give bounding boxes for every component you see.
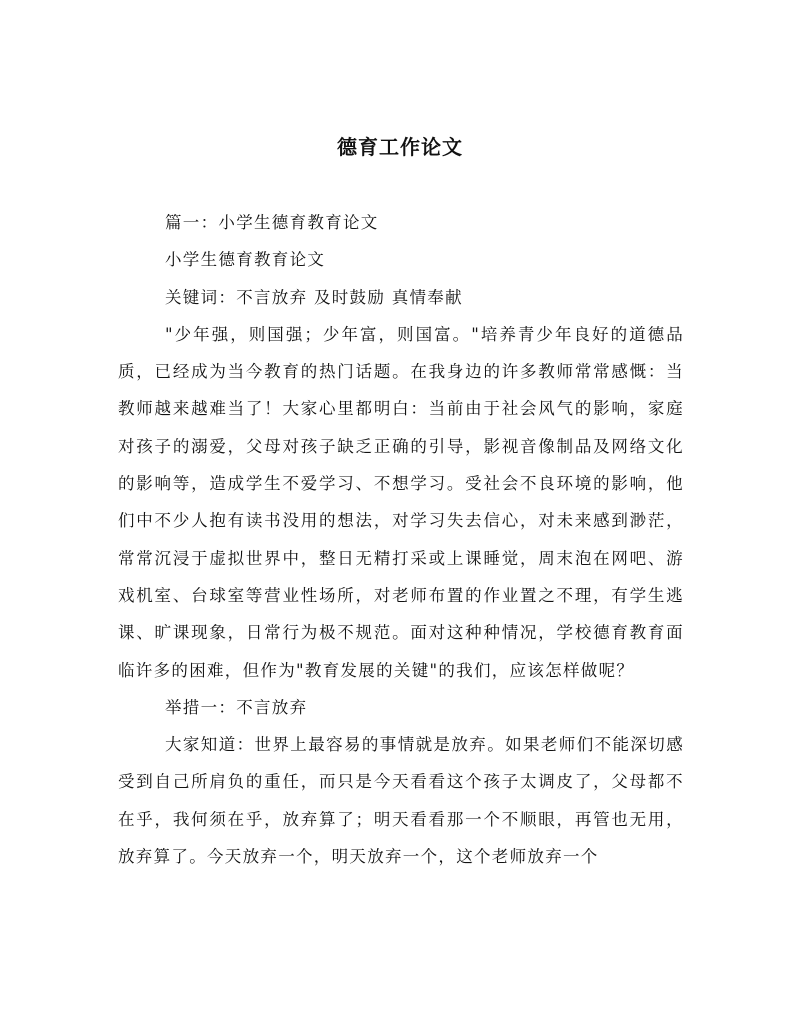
keywords-line: 关键词：不言放弃 及时鼓励 真情奉献 [165, 287, 463, 307]
paper-title: 小学生德育教育论文 [165, 250, 326, 270]
intro-paragraph: "少年强，则国强；少年富，则国富。"培养青少年良好的道德品质，已经成为当今教育的热门话题。在我身边的许多教师常常感慨：当教师越来越难当了！大家心里都明白：当前由于社会风气的影响，家庭对孩子的溺爱，父母对孩子缺乏正确的引导，影视音像制品及网络文化的影响等，造成学生不爱学习、不想学习。受社会不良环境的影响，他们中不少人抱有读书没用的想法，对学习失去信心，对未来感到渺茫，常常沉浸于虚拟世界中，整日无精打采或上课睡觉，周末泡在网吧、游戏机室、台球室等营业性场所，对老师布置的作业置之不理，有学生逃课、旷课现象，日常行为极不规范。面对这种种情况，学校德育教育面临许多的困难，但作为"教育发展的关键"的我们，应该怎样做呢？ [118, 324, 684, 680]
body-paragraph: 大家知道：世界上最容易的事情就是放弃。如果老师们不能深切感受到自己所肩负的重任，而只是今天看看这个孩子太调皮了，父母都不在乎，我何须在乎，放弃算了；明天看看那一个不顺眼，再管也无用，放弃算了。今天放弃一个，明天放弃一个，这个老师放弃一个 [118, 735, 684, 867]
section-heading: 篇一：小学生德育教育论文 [165, 213, 379, 232]
document-body [118, 204, 684, 875]
document-title: 德育工作论文 [337, 135, 463, 159]
measure-heading: 举措一：不言放弃 [165, 697, 308, 717]
